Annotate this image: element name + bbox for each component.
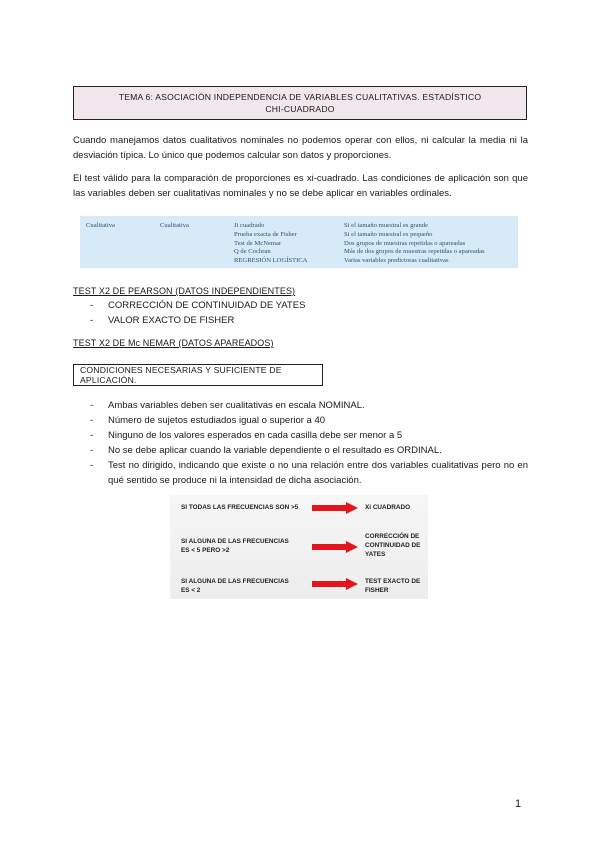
diagram-row2-label-2: ES < 5 PERO >2 — [181, 547, 230, 554]
table-condition: Más de dos grupos de muestras repetidas o apareadas — [344, 248, 485, 256]
mcnemar-heading: TEST X2 DE Mc NEMAR (DATOS APAREADOS) — [73, 338, 274, 348]
chapter-title-line1: TEMA 6: ASOCIACIÓN INDEPENDENCIA DE VARIABLES CUALITATIVAS. ESTADÍSTICO — [118, 92, 482, 102]
diagram-row3-result-1: TEST EXACTO DE — [365, 578, 421, 585]
arrow-right-icon — [312, 578, 358, 590]
diagram-row2-result-1: CORRECCIÓN DE — [365, 533, 420, 540]
table-condition: Si el tamaño muestral es pequeño — [344, 230, 433, 238]
table-test: Ji cuadrado — [234, 222, 265, 229]
diagram-row3-result-2: FISHER — [365, 587, 389, 594]
table-test: Q de Cochran — [234, 248, 271, 256]
list-item: - Número de sujetos estudiados igual o superior a 40 — [90, 415, 326, 426]
list-item: - No se debe aplicar cuando la variable dependiente o el resultado es ORDINAL. — [90, 445, 442, 456]
arrow-right-icon — [312, 541, 358, 553]
chapter-title-line2: CHI-CUADRADO — [265, 104, 335, 114]
arrow-right-icon — [312, 502, 358, 514]
diagram-row2-label-1: SI ALGUNA DE LAS FRECUENCIAS — [181, 538, 289, 545]
diagram-row1-result: Xi CUADRADO — [365, 504, 411, 511]
list-item: - Test no dirigido, indicando que existe o no una relación entre dos variables cualitativas pero no en qué sentido se produce ni la intensidad de dicha asociación. — [90, 460, 528, 486]
table-conditions-column — [344, 222, 485, 266]
table-condition: Si el tamaño muestral es grande — [344, 222, 429, 229]
diagram-row3-label-2: ES < 2 — [181, 587, 201, 594]
table-test: REGRESIÓN LOGÍSTICA — [234, 257, 308, 265]
table-test: Test de McNemar — [234, 239, 282, 247]
table-test: Prueba exacta de Fisher — [234, 230, 297, 238]
list-item: - VALOR EXACTO DE FISHER — [90, 315, 235, 326]
table-var2: Cualitativa — [160, 222, 189, 229]
diagram-row2-result-2: CONTINUIDAD DE — [365, 542, 421, 549]
chapter-title-box — [73, 86, 527, 120]
diagram-row3-label-1: SI ALGUNA DE LAS FRECUENCIAS — [181, 578, 289, 585]
pearson-list — [90, 298, 305, 328]
page-number: 1 — [515, 798, 522, 810]
list-item: - CORRECCIÓN DE CONTINUIDAD DE YATES — [90, 300, 306, 311]
table-tests-column — [234, 222, 307, 266]
diagram-row1-label: SI TODAS LAS FRECUENCIAS SON >5 — [181, 504, 299, 511]
intro-paragraph: Cuando manejamos datos cualitativos nominales no podemos operar con ellos, ni calcular la media ni la desviación típica. Lo único que podemos calcular son datos y proporciones. — [73, 135, 528, 161]
table-var1: Cualitativa — [86, 222, 115, 229]
pearson-heading: TEST X2 DE PEARSON (DATOS INDEPENDIENTES) — [73, 286, 296, 296]
list-item: - Ambas variables deben ser cualitativas en escala NOMINAL. — [90, 400, 365, 411]
test-selection-table — [80, 216, 518, 268]
conditions-list — [90, 398, 528, 488]
table-condition: Dos grupos de muestras repetidas o apareadas — [344, 239, 466, 247]
table-condition: Varias variables predictoras cualitativas — [344, 257, 449, 265]
conditions-box: CONDICIONES NECESARIAS Y SUFICIENTE DE APLICACIÓN. — [73, 364, 323, 386]
test-paragraph: El test válido para la comparación de proporciones es xi-cuadrado. Las condiciones de aplicación son que las variables deben ser cualitativas nominales y no se debe aplicar en variables ordinales. — [73, 173, 528, 199]
diagram-row2-result-3: YATES — [365, 551, 386, 558]
frequency-decision-diagram — [170, 495, 428, 599]
list-item: - Ninguno de los valores esperados en cada casilla debe ser menor a 5 — [90, 430, 403, 441]
